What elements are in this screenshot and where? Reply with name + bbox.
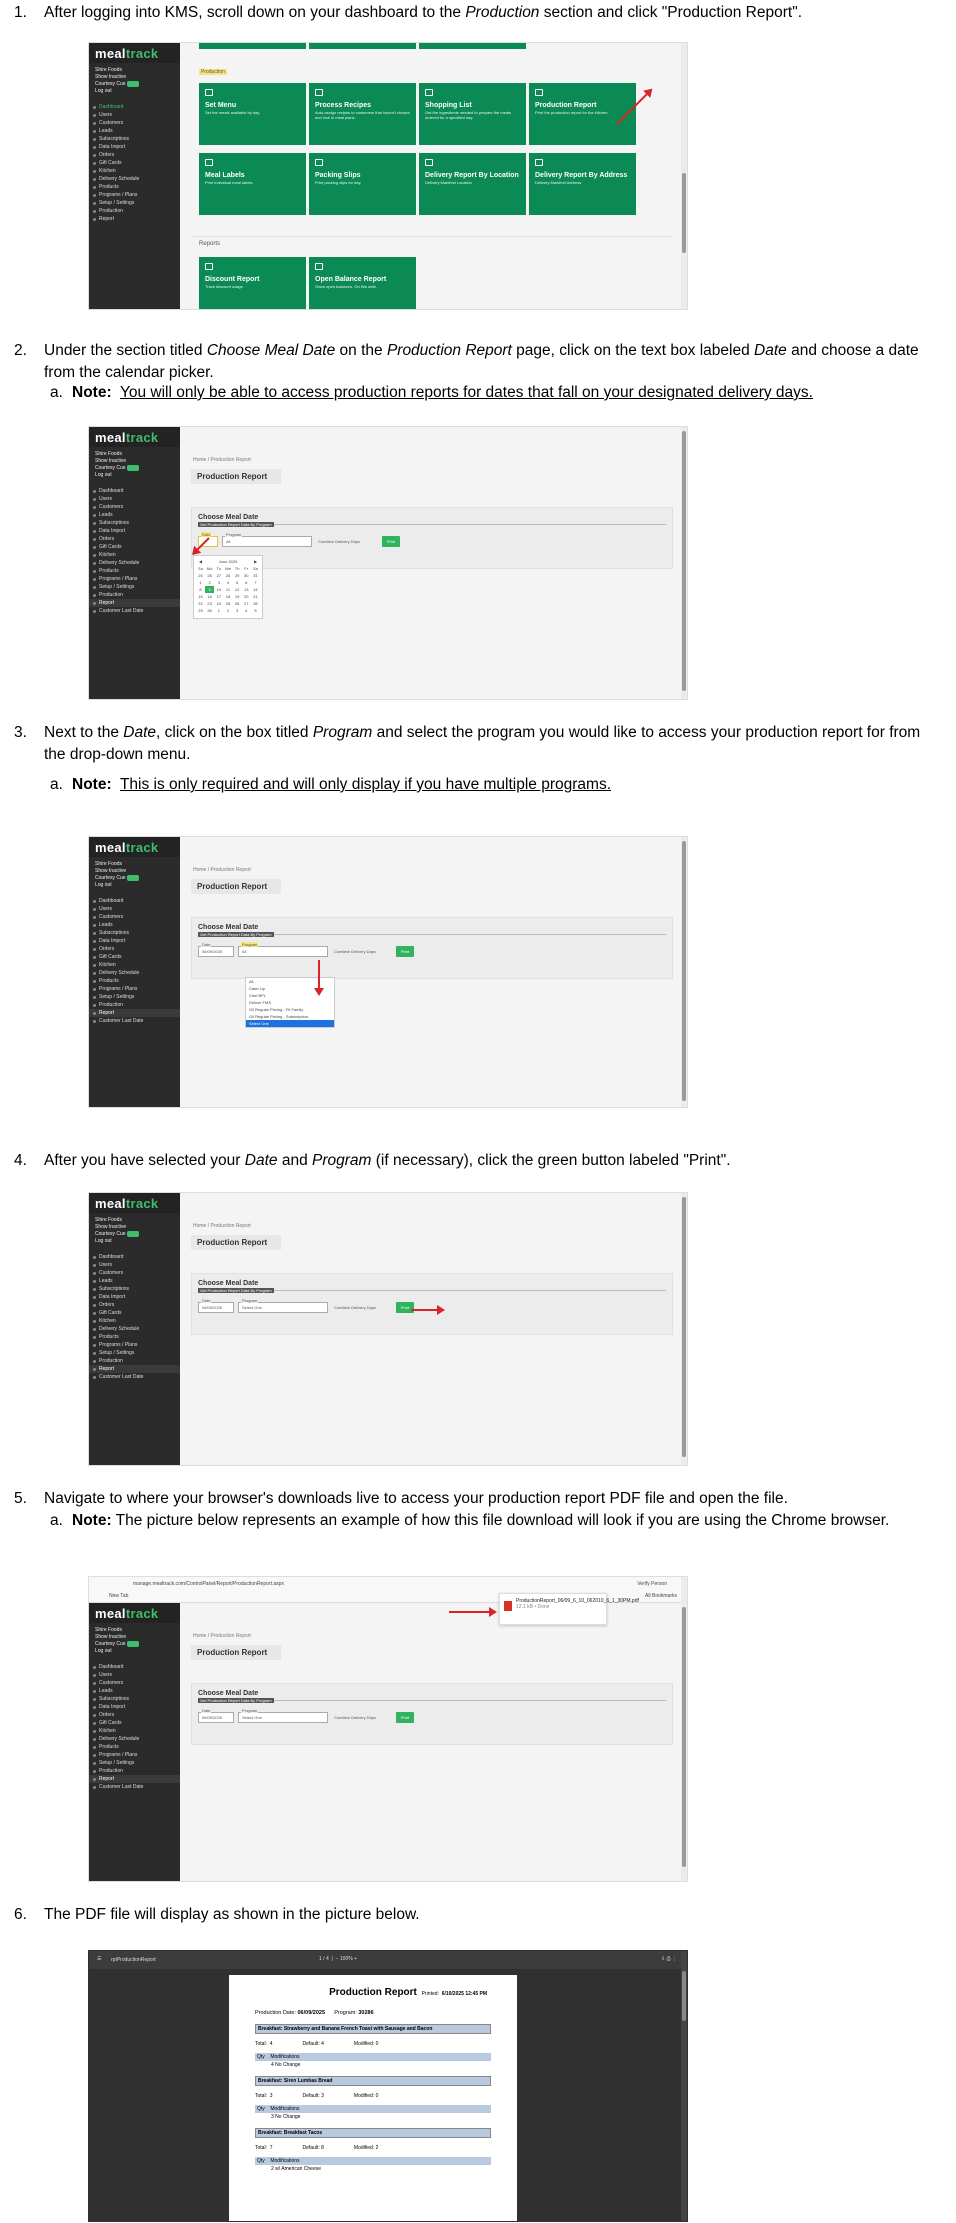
calendar-day[interactable]: 26 bbox=[207, 573, 212, 578]
dashboard-screenshot bbox=[88, 42, 688, 310]
tile-title: Packing Slips bbox=[315, 172, 361, 179]
sidebar-item[interactable]: Delivery Schedule bbox=[89, 559, 180, 567]
sidebar-item[interactable]: Data Import bbox=[89, 937, 180, 945]
calendar-day[interactable]: 9 bbox=[205, 586, 214, 593]
section-title: Breakfast: Strawberry and Banana French Toast with Sausage and Bacon bbox=[255, 2024, 491, 2034]
calendar-day[interactable]: 13 bbox=[244, 587, 249, 592]
sidebar-item[interactable]: Customers bbox=[89, 913, 180, 921]
dashboard-tile[interactable] bbox=[309, 83, 416, 145]
tile-icon bbox=[315, 159, 323, 166]
sidebar-item[interactable]: Users bbox=[89, 905, 180, 913]
sidebar-item[interactable]: Setup / Settings bbox=[89, 583, 180, 591]
weekday: Su bbox=[198, 566, 203, 571]
calendar-week bbox=[196, 586, 260, 593]
sidebar-item[interactable]: Users bbox=[89, 495, 180, 503]
weekday: Mo bbox=[206, 566, 213, 571]
sidebar-item[interactable]: Delivery Schedule bbox=[89, 175, 180, 183]
modification-row: 2 w/ American Cheese bbox=[271, 2166, 322, 2172]
tile-icon bbox=[425, 89, 433, 96]
modifications-header: Qty Modifications bbox=[255, 2157, 491, 2165]
sidebar-item[interactable]: Leads bbox=[89, 127, 180, 135]
modification-row: 3 No Change bbox=[271, 2114, 301, 2120]
red-arrow bbox=[449, 1611, 495, 1613]
tile-desc: Delivery Manifest Location bbox=[425, 180, 472, 185]
calendar-day[interactable]: 27 bbox=[244, 601, 249, 606]
sidebar-subitem[interactable]: Customer Last Date bbox=[89, 1783, 180, 1791]
step-5-note: a. Note: The picture below represents an example of how this file download will look if you are using the Chrome browser. bbox=[50, 1512, 890, 1529]
calendar-week bbox=[196, 579, 260, 586]
calendar-week bbox=[196, 600, 260, 607]
address-bar[interactable]: manage.mealtrack.com/ControlPanel/Report/ProductionReport.aspx bbox=[133, 1581, 284, 1587]
program-dropdown-screenshot: mealtrack Shire Foods Show Inactive Courtesy Cue Log out Dashboard Users Customers Leads Subscriptions Data Import Orders Gift Cards Kitchen Delivery Schedule Products Programs / Plans Setup / Settings Production Report Customer Last Date Home / Production Report Production Report Choose Meal Date Get Production Report Data By Program Date 06/09/2025 Program All Combine Delivery Days Print All Cater Up Chef BPL Deliver FMS Gil Regular Pricing - Fit Family Gil Regular Pricing - Subscription Select One bbox=[88, 836, 688, 1108]
pdf-toolbar: ☰ rptProductionReport 1 / 4 | − 100% + ⇩ ⎙ ⋮ bbox=[89, 1951, 687, 1969]
tile-desc: Track discount usage. bbox=[205, 284, 244, 289]
sidebar-nav bbox=[89, 103, 180, 223]
sidebar-item[interactable]: Users bbox=[89, 1261, 180, 1269]
tile-title: Meal Labels bbox=[205, 172, 245, 179]
tile-title: Delivery Report By Location bbox=[425, 172, 519, 179]
sidebar-item[interactable]: Customers bbox=[89, 119, 180, 127]
sidebar-item[interactable]: Programs / Plans bbox=[89, 575, 180, 583]
sidebar-item[interactable]: Orders bbox=[89, 1301, 180, 1309]
browser-chrome: manage.mealtrack.com/ControlPanel/Report/ProductionReport.aspx New Tab Verify Person All Bookmarks ProductionReport_06/09_6_10_062010_6_1_30PM.pdf 12.1 kB • Done bbox=[89, 1577, 687, 1603]
sidebar-item[interactable]: Production bbox=[89, 591, 180, 599]
modifications-header: Qty Modifications bbox=[255, 2105, 491, 2113]
sidebar-item[interactable]: Products bbox=[89, 1333, 180, 1341]
sidebar-item[interactable]: Gift Cards bbox=[89, 1719, 180, 1727]
tile-desc: Set the meals available by day. bbox=[205, 110, 261, 115]
tile-desc: Show open balances. On this date. bbox=[315, 284, 378, 289]
tile-desc: Print the production report for the kitchen. bbox=[535, 110, 609, 115]
dropdown-option[interactable]: Gil Regular Pricing - Fit Family bbox=[249, 1007, 304, 1012]
new-tab[interactable]: New Tab bbox=[109, 1593, 129, 1599]
tile-icon bbox=[315, 263, 323, 270]
calendar-day[interactable]: 2 bbox=[208, 580, 211, 585]
sidebar-item[interactable]: Delivery Schedule bbox=[89, 1325, 180, 1333]
tile-title: Set Menu bbox=[205, 102, 237, 109]
calendar-day[interactable]: 25 bbox=[198, 573, 203, 578]
date-field[interactable]: Date 06/09/2025 bbox=[198, 946, 234, 957]
tile-icon bbox=[535, 159, 543, 166]
tile-icon bbox=[535, 89, 543, 96]
sidebar-item[interactable]: Data Import bbox=[89, 143, 180, 151]
sidebar-item[interactable]: Report bbox=[89, 1365, 180, 1373]
red-arrow bbox=[411, 1309, 443, 1311]
sidebar-item[interactable]: Subscriptions bbox=[89, 929, 180, 937]
calendar-day[interactable]: 3 bbox=[236, 608, 239, 613]
date-field[interactable]: Date bbox=[198, 536, 218, 547]
print-button[interactable]: Print bbox=[382, 536, 400, 547]
sidebar-item[interactable]: Gift Cards bbox=[89, 953, 180, 961]
report-section bbox=[255, 2128, 491, 2172]
weekday: Tu bbox=[216, 566, 222, 571]
calendar-picker[interactable]: ◀ June 2025 ▶ Su Mo Tu We Th Fr Sa 25 26 27 28 29 30 31 1 2 3 4 5 6 7 8 9 10 11 12 13 14 15 16 17 18 19 20 21 22 23 24 25 26 27 28 29 30 1 2 3 4 5 bbox=[193, 555, 263, 619]
sidebar-item[interactable]: Dashboard bbox=[89, 1253, 180, 1261]
sidebar-item[interactable]: Orders bbox=[89, 535, 180, 543]
calendar-week bbox=[196, 572, 260, 579]
dashboard-main bbox=[185, 43, 679, 309]
sidebar-item[interactable]: Customers bbox=[89, 503, 180, 511]
dropdown-option[interactable]: Cater Up bbox=[249, 986, 266, 991]
download-popup[interactable]: ProductionReport_06/09_6_10_062010_6_1_30PM.pdf 12.1 kB • Done bbox=[499, 1593, 607, 1625]
tile-title: Discount Report bbox=[205, 276, 260, 283]
dropdown-option[interactable]: Select One bbox=[246, 1020, 334, 1027]
calendar-day[interactable]: 19 bbox=[234, 594, 240, 599]
calendar-day[interactable]: 18 bbox=[225, 594, 231, 599]
sidebar-item[interactable]: Customers bbox=[89, 1679, 180, 1687]
tile-icon bbox=[205, 89, 213, 96]
print-screenshot: mealtrack Shire Foods Show Inactive Courtesy Cue Log out Dashboard Users Customers Leads Subscriptions Data Import Orders Gift Cards Kitchen Delivery Schedule Products Programs / Plans Setup / Settings Production Report Customer Last Date Home / Production Report Production Report Choose Meal Date Get Production Report Data By Program Date 06/09/2025 Program Select One Combine Delivery Days Print bbox=[88, 1192, 688, 1466]
sidebar-item[interactable]: Gift Cards bbox=[89, 543, 180, 551]
dashboard-tile[interactable] bbox=[199, 83, 306, 145]
calendar-week bbox=[196, 607, 260, 614]
sidebar-item[interactable]: Products bbox=[89, 567, 180, 575]
tile-desc: Print individual meal labels. bbox=[205, 180, 254, 185]
sidebar-item[interactable]: Gift Cards bbox=[89, 1309, 180, 1317]
sidebar-item[interactable]: Data Import bbox=[89, 1703, 180, 1711]
step-3-note: a. Note: This is only required and will only display if you have multiple programs. bbox=[50, 776, 612, 793]
dropdown-option[interactable]: All bbox=[249, 979, 254, 984]
sidebar-item[interactable]: Leads bbox=[89, 921, 180, 929]
sidebar-item[interactable]: Setup / Settings bbox=[89, 1349, 180, 1357]
dropdown-option[interactable]: Chef BPL bbox=[249, 993, 267, 998]
sidebar-item[interactable]: Production bbox=[89, 1767, 180, 1775]
sidebar-item[interactable]: Kitchen bbox=[89, 551, 180, 559]
sidebar-item[interactable]: Delivery Schedule bbox=[89, 969, 180, 977]
sidebar-item[interactable]: Leads bbox=[89, 511, 180, 519]
tile-desc: Auto-assign recipes to customers that haven't chosen and lock in meal plans. bbox=[315, 110, 410, 120]
sidebar-item[interactable]: Users bbox=[89, 111, 180, 119]
calendar-day[interactable]: 15 bbox=[198, 594, 203, 599]
tile-icon bbox=[205, 159, 213, 166]
sidebar-item[interactable]: Customers bbox=[89, 1269, 180, 1277]
sidebar-item[interactable]: Subscriptions bbox=[89, 1285, 180, 1293]
date-picker-screenshot: mealtrack Shire Foods Show Inactive Courtesy Cue Log out Dashboard Users Customers Leads Subscriptions Data Import Orders Gift Cards Kitchen Delivery Schedule Products Programs / Plans Setup / Settings Production Report Customer Last Date Home / Production Report Production Report Choose Meal Date Get Production Report Data By Program Date Program All Combine Delivery Days Print ◀ June 2025 ▶ Su Mo Tu We Th Fr Sa 25 26 27 28 29 30 31 1 2 3 4 5 6 7 8 9 10 11 12 13 14 15 16 17 18 19 20 21 22 23 24 25 26 27 28 29 30 1 2 3 4 5 bbox=[88, 426, 688, 700]
sidebar-item[interactable]: Programs / Plans bbox=[89, 985, 180, 993]
calendar-day[interactable]: 17 bbox=[216, 594, 222, 599]
sidebar-item[interactable]: Production bbox=[89, 1357, 180, 1365]
calendar-day[interactable]: 24 bbox=[216, 601, 222, 606]
calendar-day[interactable]: 28 bbox=[225, 573, 231, 578]
section-totals: Total: 4 Default: 4 Modified: 0 bbox=[255, 2041, 379, 2047]
calendar-day[interactable]: 8 bbox=[199, 587, 202, 592]
sidebar-item[interactable]: Setup / Settings bbox=[89, 993, 180, 1001]
tile-title: Process Recipes bbox=[315, 102, 372, 109]
sidebar-item[interactable]: Subscriptions bbox=[89, 135, 180, 143]
calendar-day[interactable]: 5 bbox=[254, 608, 257, 613]
report-section bbox=[255, 2024, 491, 2068]
dashboard-tile[interactable] bbox=[529, 83, 636, 145]
calendar-day[interactable]: 30 bbox=[207, 608, 212, 613]
sidebar-item[interactable]: Data Import bbox=[89, 1293, 180, 1301]
download-screenshot: manage.mealtrack.com/ControlPanel/Report/ProductionReport.aspx New Tab Verify Person All Bookmarks ProductionReport_06/09_6_10_062010_6_1_30PM.pdf 12.1 kB • Done mealtrack Shire Foods Show Inactive Courtesy Cue Log out Dashboard Users Customers Leads Subscriptions Data Import Orders Gift Cards Kitchen Delivery Schedule Products Programs / Plans Setup / Settings Production Report Customer Last Date Home / Production Report Production Report Choose Meal Date Get Production Report Data By Program Date 06/09/2025 Program Select One Combine Delivery Days Print bbox=[88, 1576, 688, 1882]
step-number: 1. bbox=[14, 4, 27, 21]
sidebar-item[interactable]: Setup / Settings bbox=[89, 1759, 180, 1767]
sidebar-item[interactable]: Setup / Settings bbox=[89, 199, 180, 207]
tile-icon bbox=[205, 263, 213, 270]
sidebar-item[interactable]: Dashboard bbox=[89, 103, 180, 111]
sidebar-item[interactable]: Dashboard bbox=[89, 1663, 180, 1671]
reports-section-label: Reports bbox=[199, 241, 221, 247]
program-dropdown[interactable] bbox=[245, 977, 335, 1028]
modification-row: 4 No Change bbox=[271, 2062, 301, 2068]
tile-icon bbox=[315, 89, 323, 96]
calendar-day[interactable]: 1 bbox=[199, 580, 202, 585]
calendar-day[interactable]: 11 bbox=[225, 587, 231, 592]
calendar-day[interactable]: 22 bbox=[198, 601, 203, 606]
print-button[interactable]: Print bbox=[396, 1302, 414, 1313]
sidebar-item[interactable]: Kitchen bbox=[89, 961, 180, 969]
dashboard-tile[interactable] bbox=[199, 153, 306, 215]
sidebar-item[interactable]: Products bbox=[89, 977, 180, 985]
calendar-day[interactable]: 27 bbox=[216, 573, 222, 578]
sidebar-item[interactable]: Leads bbox=[89, 1277, 180, 1285]
sidebar-item[interactable]: Users bbox=[89, 1671, 180, 1679]
sidebar-item[interactable]: Report bbox=[89, 1009, 180, 1017]
calendar-day[interactable]: 12 bbox=[234, 587, 240, 592]
sidebar-item[interactable]: Report bbox=[89, 215, 180, 223]
program-field[interactable]: Program All bbox=[238, 946, 328, 957]
calendar-day[interactable]: 14 bbox=[253, 587, 258, 592]
section-totals: Total: 3 Default: 3 Modified: 0 bbox=[255, 2093, 379, 2099]
calendar-day[interactable]: 29 bbox=[198, 608, 203, 613]
report-tile[interactable] bbox=[199, 257, 306, 310]
weekday: Sa bbox=[252, 566, 258, 571]
report-section bbox=[255, 2076, 491, 2120]
calendar-day[interactable]: 31 bbox=[253, 573, 258, 578]
modifications-header: Qty Modifications bbox=[255, 2053, 491, 2061]
sidebar-item[interactable]: Kitchen bbox=[89, 167, 180, 175]
dashboard-tile[interactable] bbox=[309, 153, 416, 215]
sidebar-item[interactable]: Orders bbox=[89, 945, 180, 953]
pdf-page: Production Report Printed: 6/10/2025 12:45 PM Production Date: 06/09/2025 Program: 30286 Breakfast: Strawberry and Banana French Toast with Sausage and Bacon Total: 4 Default: 4 Modified: 0 Qty Modifications 4 No Change Breakfast: Siren Lumbas Bread Total: 3 Default: 3 Modified: 0 Qty Modifications 3 No Change Breakfast: Breakfast Tacos Total: 7 Default: 8 Modified: 2 Qty Modifications 2 w/ American Cheese bbox=[229, 1975, 517, 2221]
sidebar-item[interactable]: Production bbox=[89, 1001, 180, 1009]
dashboard-tile[interactable] bbox=[419, 83, 526, 145]
sidebar-item[interactable]: Programs / Plans bbox=[89, 1751, 180, 1759]
account-block: Shire Foods Show Inactive Courtesy Cue Log out bbox=[89, 63, 180, 99]
sidebar-item[interactable]: Subscriptions bbox=[89, 1695, 180, 1703]
program-field[interactable]: Program All bbox=[222, 536, 312, 547]
dashboard-tile[interactable] bbox=[529, 153, 636, 215]
weekday: We bbox=[225, 566, 231, 571]
calendar-day[interactable]: 4 bbox=[245, 608, 248, 613]
calendar-day[interactable]: 1 bbox=[217, 608, 220, 613]
weekday: Th bbox=[234, 566, 240, 571]
calendar-day[interactable]: 25 bbox=[225, 601, 231, 606]
sidebar-item[interactable]: Kitchen bbox=[89, 1317, 180, 1325]
section-title: Breakfast: Siren Lumbas Bread bbox=[255, 2076, 491, 2086]
sidebar-item[interactable]: Delivery Schedule bbox=[89, 1735, 180, 1743]
tile-desc: Get the ingredients needed to prepare the meals ordered for a specified day. bbox=[425, 110, 512, 120]
calendar-day[interactable]: 2 bbox=[226, 608, 230, 613]
sidebar-item[interactable]: Kitchen bbox=[89, 1727, 180, 1735]
report-tile[interactable] bbox=[309, 257, 416, 310]
calendar-day[interactable]: 29 bbox=[234, 573, 240, 578]
sidebar-item[interactable]: Data Import bbox=[89, 527, 180, 535]
tile-title: Open Balance Report bbox=[315, 276, 387, 283]
menu-icon[interactable]: ☰ bbox=[97, 1956, 102, 1962]
section-title: Breakfast: Breakfast Tacos bbox=[255, 2128, 491, 2138]
tile-desc: Delivery Manifest Address bbox=[535, 180, 582, 185]
download-icon[interactable]: ⇩ ⎙ ⋮ bbox=[661, 1956, 677, 1962]
dropdown-option[interactable]: Deliver FMS bbox=[249, 1000, 272, 1005]
dashboard-tile[interactable] bbox=[419, 153, 526, 215]
sidebar-item[interactable]: Orders bbox=[89, 151, 180, 159]
tile-icon bbox=[425, 159, 433, 166]
calendar-day[interactable]: 28 bbox=[253, 601, 258, 606]
calendar-day[interactable]: 5 bbox=[236, 580, 239, 585]
sidebar-item[interactable]: Dashboard bbox=[89, 897, 180, 905]
sidebar-item[interactable]: Report bbox=[89, 1775, 180, 1783]
calendar-day[interactable]: 21 bbox=[253, 594, 258, 599]
calendar-day[interactable]: 16 bbox=[207, 594, 212, 599]
section-totals: Total: 7 Default: 8 Modified: 2 bbox=[255, 2145, 379, 2151]
sidebar-item[interactable]: Products bbox=[89, 1743, 180, 1751]
red-arrow bbox=[318, 960, 320, 994]
sidebar-subitem[interactable]: Customer Last Date bbox=[89, 607, 180, 615]
sidebar-item[interactable]: Programs / Plans bbox=[89, 191, 180, 199]
tile-desc: Print packing slips for day. bbox=[315, 180, 362, 185]
calendar-day[interactable]: 3 bbox=[217, 580, 220, 585]
sidebar-item[interactable]: Products bbox=[89, 183, 180, 191]
sidebar-item[interactable]: Orders bbox=[89, 1711, 180, 1719]
weekday: Fr bbox=[244, 566, 249, 571]
step-2-note: a. Note: You will only be able to access production reports for dates that fall on your designated delivery days. bbox=[50, 384, 813, 401]
sidebar-item[interactable]: Dashboard bbox=[89, 487, 180, 495]
sidebar-subitem[interactable]: Customer Last Date bbox=[89, 1373, 180, 1381]
calendar-day[interactable]: 6 bbox=[245, 580, 248, 585]
calendar-day[interactable]: 7 bbox=[254, 580, 257, 585]
sidebar-item[interactable]: Report bbox=[89, 599, 180, 607]
calendar-day[interactable]: 4 bbox=[226, 580, 230, 585]
sidebar-subitem[interactable]: Customer Last Date bbox=[89, 1017, 180, 1025]
tile-title: Delivery Report By Address bbox=[535, 172, 628, 179]
app-logo: mealtrack bbox=[89, 43, 180, 63]
calendar-day[interactable]: 23 bbox=[207, 601, 212, 606]
pdf-file-icon bbox=[504, 1601, 512, 1611]
sidebar-item[interactable]: Gift Cards bbox=[89, 159, 180, 167]
sidebar-item[interactable]: Programs / Plans bbox=[89, 1341, 180, 1349]
sidebar-item[interactable]: Subscriptions bbox=[89, 519, 180, 527]
calendar-day[interactable]: 26 bbox=[234, 601, 240, 606]
tile-title: Shopping List bbox=[425, 102, 472, 109]
production-section-tag: Production bbox=[201, 69, 225, 75]
sidebar-item[interactable]: Leads bbox=[89, 1687, 180, 1695]
calendar-week bbox=[196, 593, 260, 600]
sidebar-item[interactable]: Production bbox=[89, 207, 180, 215]
step-text: After logging into KMS, scroll down on your dashboard to the Production section and click "Production Report". bbox=[44, 4, 803, 21]
calendar-day[interactable]: 20 bbox=[244, 594, 249, 599]
tile-title: Production Report bbox=[535, 102, 597, 109]
dropdown-option[interactable]: Gil Regular Pricing - Subscription bbox=[249, 1014, 308, 1019]
pdf-screenshot bbox=[88, 1950, 688, 2222]
sidebar bbox=[89, 43, 180, 309]
calendar-day[interactable]: 10 bbox=[216, 587, 222, 592]
calendar-day[interactable]: 30 bbox=[244, 573, 249, 578]
